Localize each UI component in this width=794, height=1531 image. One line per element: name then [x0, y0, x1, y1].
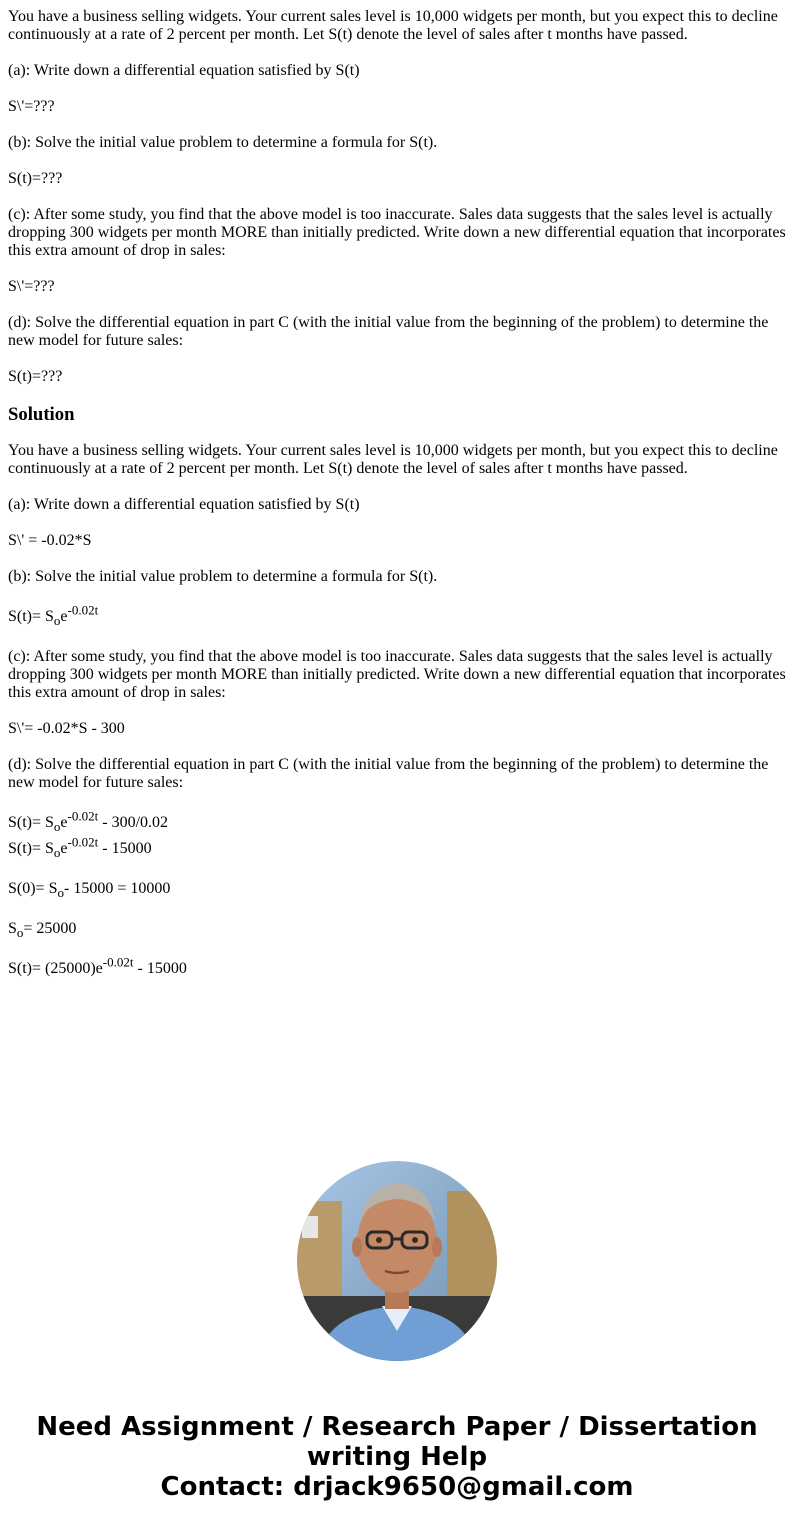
solution-final-formula	[8, 954, 786, 978]
solution-initial-condition	[8, 880, 786, 901]
question-part-a: (a): Write down a differential equation satisfied by S(t)	[8, 62, 360, 79]
question-intro: You have a business selling widgets. Your current sales level is 10,000 widgets per month, but you expect this to decline continuously at a rate of 2 percent per month. Let S(t) denote the level of sales after t months have passed.	[8, 8, 778, 43]
formula-exponent: -0.02t	[67, 808, 99, 824]
formula-exponent: -0.02t	[67, 602, 99, 618]
question-answer-c: S\'=???	[8, 278, 55, 295]
solution-part-a: (a): Write down a differential equation satisfied by S(t)	[8, 496, 360, 513]
solution-answer-d-line2	[8, 834, 786, 861]
question-part-d: (d): Solve the differential equation in part C (with the initial value from the beginning of the problem) to determine the new model for future sales:	[8, 314, 769, 349]
formula-rest: - 15000	[133, 960, 187, 977]
formula-rest: - 15000	[98, 840, 152, 857]
question-answer-b: S(t)=???	[8, 170, 63, 187]
solution-intro: You have a business selling widgets. Your current sales level is 10,000 widgets per month, but you expect this to decline continuously at a rate of 2 percent per month. Let S(t) denote the level of sales after t months have passed.	[8, 442, 778, 477]
formula-subscript: o	[16, 925, 24, 941]
question-answer-d: S(t)=???	[8, 368, 63, 385]
formula-rest: - 300/0.02	[98, 814, 169, 831]
solution-part-b: (b): Solve the initial value problem to determine a formula for S(t).	[8, 568, 438, 585]
formula-base: e	[60, 814, 68, 831]
banner-line-2: writing Help	[306, 1442, 488, 1472]
solution-s0-value	[8, 920, 786, 941]
formula-rest: = 25000	[23, 920, 77, 937]
banner-contact: Contact: drjack9650@gmail.com	[160, 1472, 634, 1502]
solution-answer-d-line1	[8, 808, 786, 835]
formula-lhs: S(t)= S	[8, 840, 54, 857]
solution-answer-a: S\' = -0.02*S	[8, 532, 92, 549]
formula-base: e	[60, 608, 68, 625]
avatar-portrait	[297, 1161, 497, 1361]
banner-line-1: Need Assignment / Research Paper / Dissertation	[36, 1412, 758, 1442]
promo-banner	[0, 1412, 794, 1502]
solution-section	[8, 404, 786, 978]
formula-lhs: S	[8, 920, 17, 937]
formula-rest: - 15000 = 10000	[63, 880, 171, 897]
formula-exponent: -0.02t	[67, 834, 99, 850]
formula-lhs: S(t)= S	[8, 608, 54, 625]
formula-lhs: S(t)= S	[8, 814, 54, 831]
question-answer-a: S\'=???	[8, 98, 55, 115]
document-body	[0, 8, 794, 978]
solution-part-d: (d): Solve the differential equation in part C (with the initial value from the beginning of the problem) to determine the new model for future sales:	[8, 756, 769, 791]
formula-base: e	[60, 840, 68, 857]
formula-subscript: o	[57, 885, 64, 901]
solution-answer-c: S\'= -0.02*S - 300	[8, 720, 125, 737]
formula-exponent: -0.02t	[102, 954, 134, 970]
solution-heading: Solution	[8, 404, 75, 425]
formula-subscript: o	[53, 845, 61, 861]
formula-subscript: o	[53, 819, 61, 835]
formula-lhs: S(t)= (25000)e	[8, 960, 103, 977]
question-part-b: (b): Solve the initial value problem to determine a formula for S(t).	[8, 134, 438, 151]
formula-subscript: o	[53, 613, 61, 629]
formula-lhs: S(0)= S	[8, 880, 58, 897]
question-section	[8, 8, 786, 386]
solution-answer-b	[8, 602, 786, 629]
solution-part-c: (c): After some study, you find that the above model is too inaccurate. Sales data suggests that the sales level is actually dropping 300 widgets per month MORE than initially predicted. Write down a new differential equation that incorporates this extra amount of drop in sales:	[8, 648, 786, 701]
question-part-c: (c): After some study, you find that the above model is too inaccurate. Sales data suggests that the sales level is actually dropping 300 widgets per month MORE than initially predicted. Write down a new differential equation that incorporates this extra amount of drop in sales:	[8, 206, 786, 259]
author-photo	[297, 1161, 497, 1361]
